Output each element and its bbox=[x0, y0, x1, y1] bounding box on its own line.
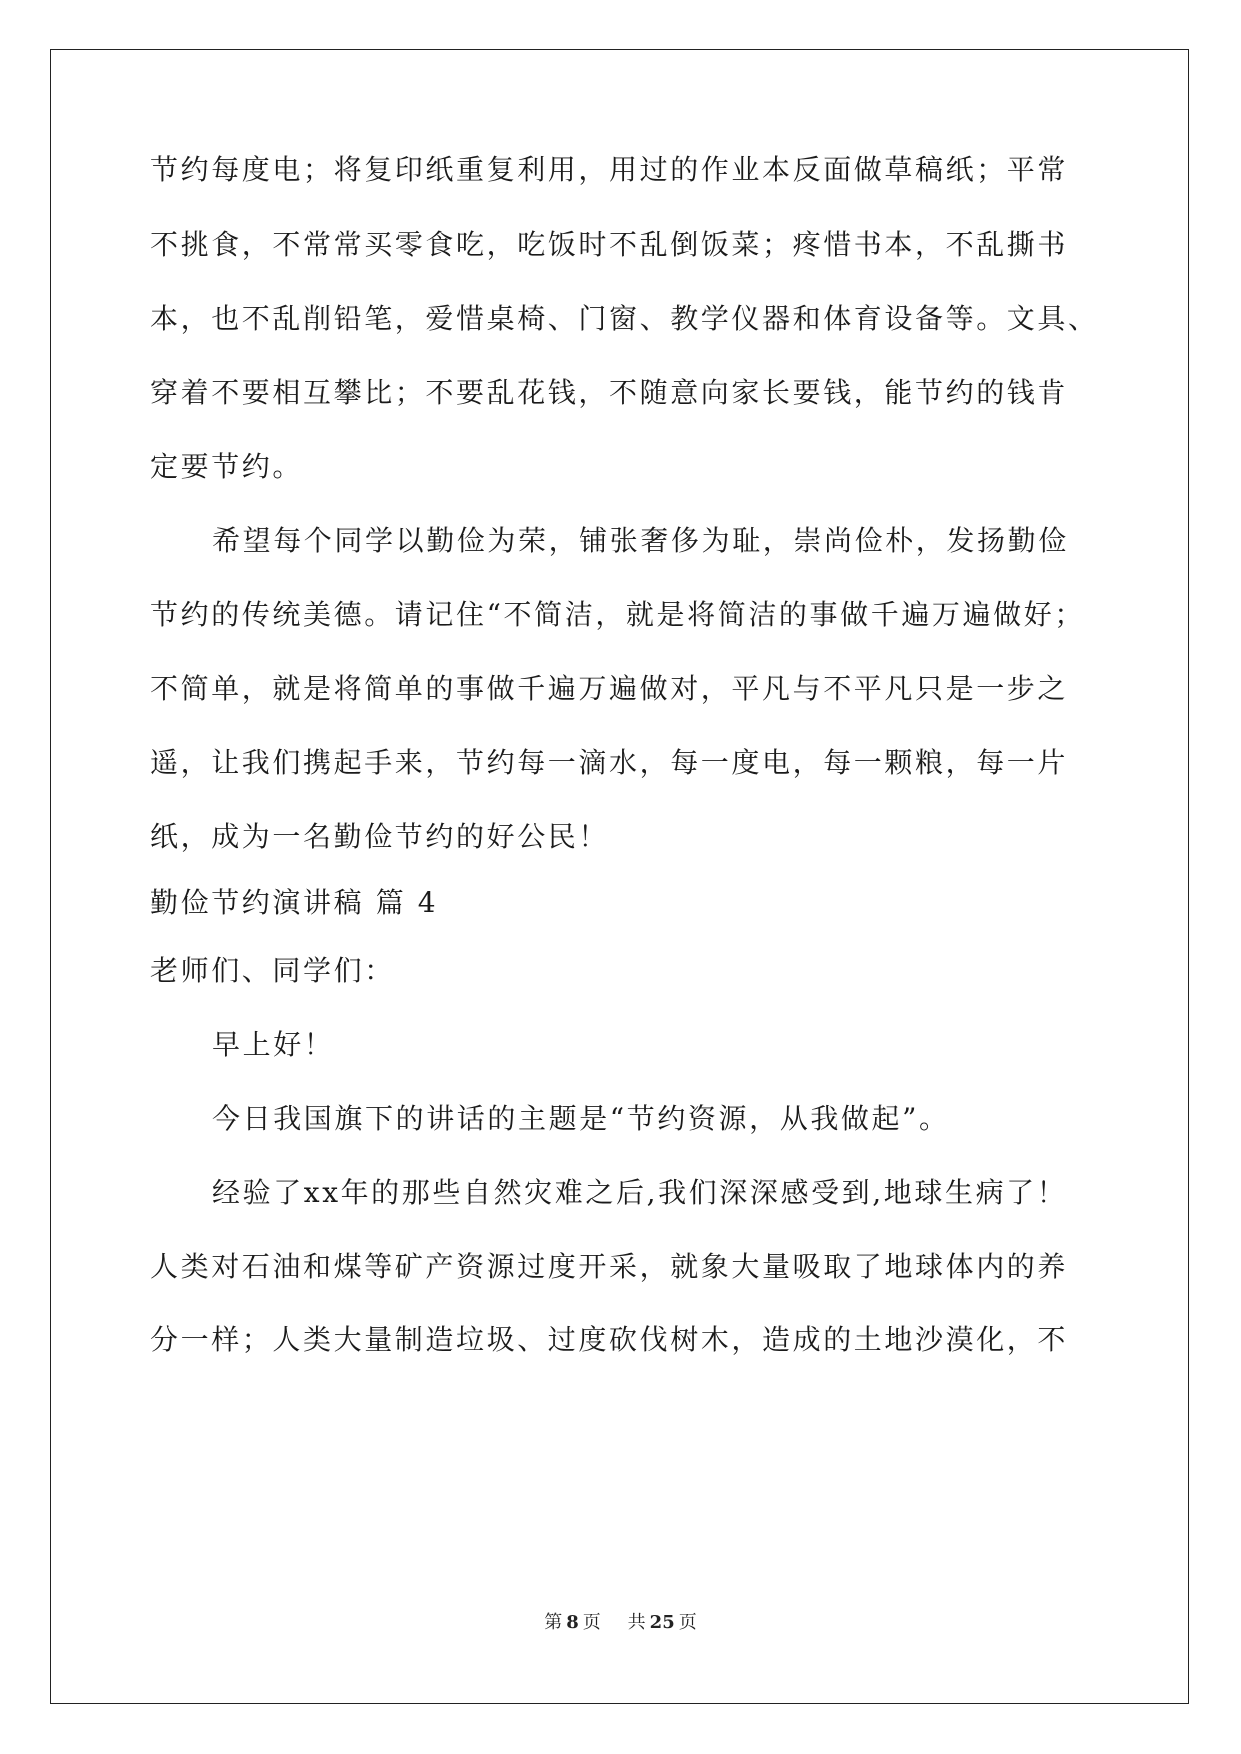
greeting: 早上好！ bbox=[212, 1028, 335, 1061]
text-line: 穿着不要相互攀比；不要乱花钱，不随意向家长要钱，能节约的钱肯 bbox=[150, 376, 1069, 409]
text-line: 遥，让我们携起手来，节约每一滴水，每一度电，每一颗粮，每一片 bbox=[150, 746, 1069, 779]
text-line: 节约每度电；将复印纸重复利用，用过的作业本反面做草稿纸；平常 bbox=[150, 153, 1069, 186]
text-line: 定要节约。 bbox=[150, 450, 304, 483]
salutation: 老师们、同学们： bbox=[150, 954, 395, 987]
text-line: 人类对石油和煤等矿产资源过度开采，就象大量吸取了地球体内的养 bbox=[150, 1250, 1069, 1283]
text-line: 分一样；人类大量制造垃圾、过度砍伐树木，造成的土地沙漠化，不 bbox=[150, 1323, 1069, 1356]
text-line: 本，也不乱削铅笔，爱惜桌椅、门窗、教学仪器和体育设备等。文具、 bbox=[150, 302, 1099, 335]
paragraph-start-line: 经验了xx年的那些自然灾难之后,我们深深感受到,地球生病了！ bbox=[212, 1176, 1068, 1209]
page-footer bbox=[0, 1611, 1241, 1635]
page-number-suffix: 页 bbox=[582, 1612, 601, 1633]
total-pages-prefix: 共 bbox=[627, 1612, 646, 1633]
page-number: 8 bbox=[566, 1612, 579, 1633]
section-heading: 勤俭节约演讲稿 篇 4 bbox=[150, 886, 439, 919]
paragraph-start-line: 希望每个同学以勤俭为荣，铺张奢侈为耻，崇尚俭朴，发扬勤俭 bbox=[212, 524, 1069, 557]
text-line: 不挑食，不常常买零食吃，吃饭时不乱倒饭菜；疼惜书本，不乱撕书 bbox=[150, 228, 1069, 261]
total-pages: 25 bbox=[649, 1612, 675, 1633]
text-line: 节约的传统美德。请记住“不简洁，就是将简洁的事做千遍万遍做好； bbox=[150, 598, 1085, 631]
page-number-prefix: 第 bbox=[544, 1612, 563, 1633]
page-border bbox=[50, 49, 1189, 1704]
paragraph-start-line: 今日我国旗下的讲话的主题是“节约资源，从我做起”。 bbox=[212, 1102, 950, 1135]
total-pages-suffix: 页 bbox=[678, 1612, 697, 1633]
text-line: 纸，成为一名勤俭节约的好公民！ bbox=[150, 820, 610, 853]
text-line: 不简单，就是将简单的事做千遍万遍做对，平凡与不平凡只是一步之 bbox=[150, 672, 1069, 705]
